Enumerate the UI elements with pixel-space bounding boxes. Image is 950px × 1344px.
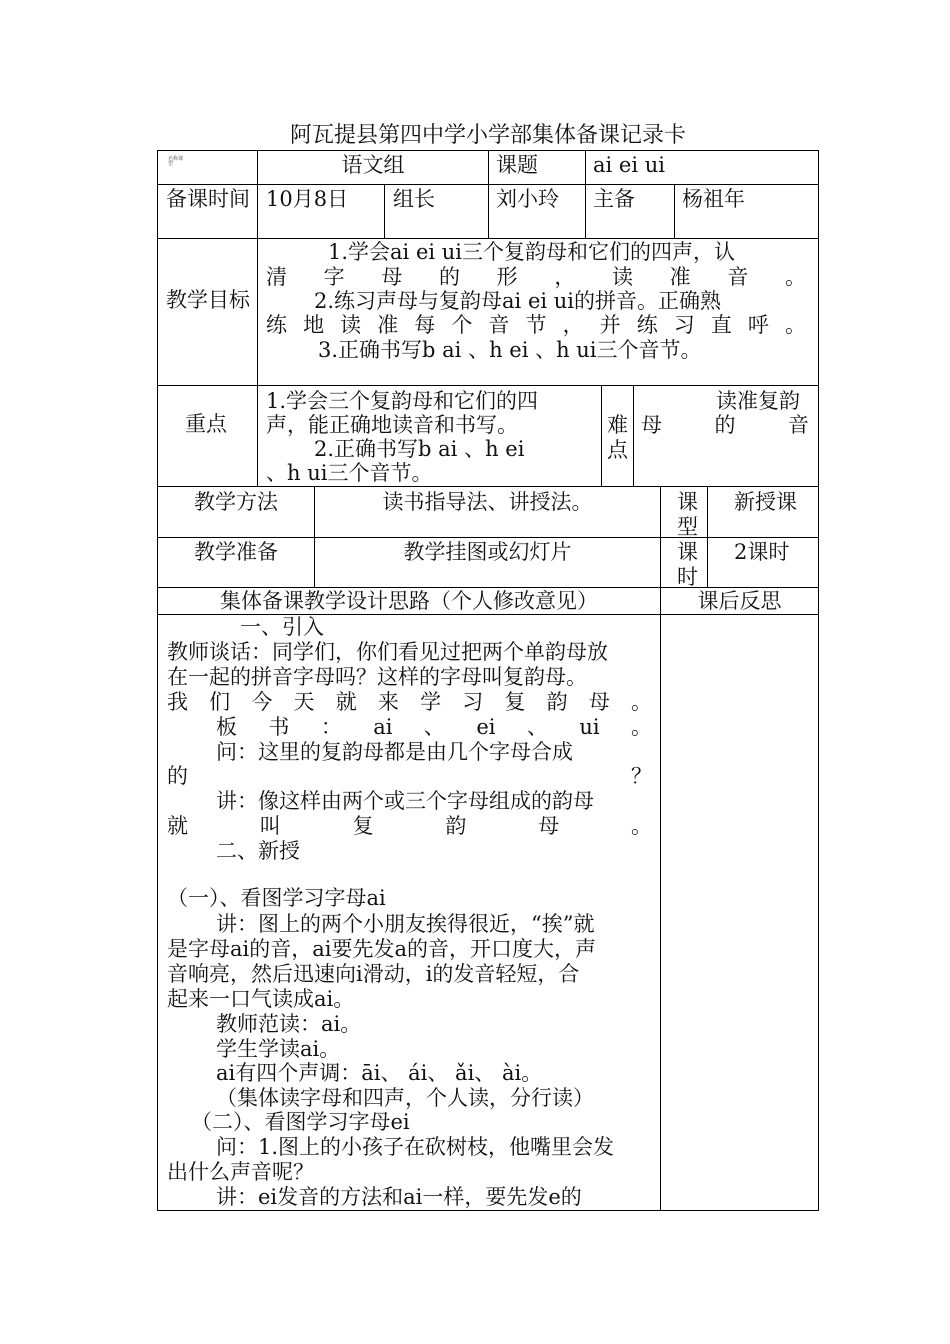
leader-label: 组长: [393, 187, 435, 211]
design-line: 教师谈话：同学们，你们看见过把两个单韵母放: [167, 640, 608, 664]
prep-time-label: 备课时间: [166, 187, 250, 211]
main-preparer-value: 杨祖年: [682, 187, 745, 211]
design-line: （集体读字母和四声，个人读，分行读）: [216, 1086, 594, 1110]
design-line: ai有四个声调：āi、 ái、 ǎi、 ài。: [216, 1061, 543, 1085]
design-line: 讲：ei发音的方法和ai一样，要先发e的: [216, 1185, 582, 1209]
row-divider: [157, 537, 819, 538]
table-border-bottom: [157, 1210, 819, 1211]
col-divider: [585, 150, 586, 238]
group-name: 语文组: [341, 153, 405, 177]
design-line: 讲：图上的两个小朋友挨得很近，“挨”就: [216, 912, 595, 936]
col-divider: [660, 587, 661, 1211]
col-divider: [707, 486, 708, 588]
goal-line: 练地读准每个音节，并练习直呼。: [266, 313, 806, 337]
design-line: 讲：像这样由两个或三个字母组成的韵母: [216, 789, 594, 813]
teaching-goals-label: 教学目标: [166, 288, 250, 312]
col-divider: [601, 385, 602, 486]
corner-small-label: 名称课型: [168, 156, 184, 167]
lesson-type-label: 课型: [677, 490, 698, 539]
key-point-line: 、h ui三个音节。: [266, 461, 433, 485]
design-line: 的？: [167, 764, 652, 788]
design-line: 一、引入: [240, 615, 324, 639]
class-hours-value: 2课时: [734, 540, 790, 564]
difficult-point-line: 读准复韵: [716, 389, 800, 413]
col-divider: [633, 385, 634, 486]
design-header: 集体备课教学设计思路（个人修改意见）: [220, 589, 598, 613]
goal-line: 2.练习声母与复韵母ai ei ui的拼音。正确熟: [314, 289, 722, 313]
class-hours-label: 课时: [677, 540, 698, 589]
goal-line: 清字母的形，读准音。: [266, 265, 806, 289]
col-divider: [660, 486, 661, 588]
table-border-left: [157, 150, 158, 1211]
design-line: 音响亮，然后迅速向i滑动，i的发音轻短，合: [167, 962, 580, 986]
col-divider: [257, 238, 258, 487]
col-divider: [384, 184, 385, 238]
reflection-header: 课后反思: [697, 589, 782, 613]
difficult-point-label: 难点: [607, 413, 628, 462]
table-border-right: [818, 150, 819, 1211]
topic-value: ai ei ui: [593, 153, 665, 177]
teaching-method-value: 读书指导法、讲授法。: [382, 490, 593, 514]
leader-value: 刘小玲: [496, 187, 559, 211]
key-point-line: 1.学会三个复韵母和它们的四: [266, 389, 539, 413]
goal-line: 1.学会ai ei ui三个复韵母和它们的四声，认: [328, 240, 736, 264]
topic-label: 课题: [496, 153, 538, 177]
key-point-label: 重点: [185, 412, 227, 436]
difficult-point-line: 母的音: [641, 413, 809, 437]
teaching-prep-value: 教学挂图或幻灯片: [403, 540, 572, 564]
design-line: 就叫复韵母。: [167, 814, 652, 838]
design-line: 出什么声音呢？: [167, 1160, 314, 1184]
design-line: 起来一口气读成ai。: [167, 987, 355, 1011]
key-point-line: 2.正确书写b ai 、h ei: [314, 437, 525, 461]
lesson-type-value: 新授课: [734, 490, 797, 514]
prep-time-value: 10月8日: [266, 187, 349, 211]
design-line: 我们今天就来学习复韵母。: [167, 690, 652, 714]
design-line: 二、新授: [216, 839, 300, 863]
col-divider: [674, 184, 675, 238]
design-line: （二）、看图学习字母ei: [191, 1110, 410, 1134]
design-line: 问：1.图上的小孩子在砍树枝，他嘴里会发: [216, 1135, 615, 1159]
design-line: 学生学读ai。: [216, 1037, 341, 1061]
teaching-prep-label: 教学准备: [194, 540, 278, 564]
page-title: 阿瓦提县第四中学小学部集体备课记录卡: [289, 123, 686, 148]
design-line: 板书：ai、ei、ui。: [216, 715, 652, 739]
design-line: 问：这里的复韵母都是由几个字母合成: [216, 740, 573, 764]
main-preparer-label: 主备: [593, 187, 635, 211]
key-point-line: 声，能正确地读音和书写。: [266, 413, 518, 437]
design-line: 是字母ai的音，ai要先发a的音，开口度大，声: [167, 937, 596, 961]
design-line: 教师范读：ai。: [216, 1012, 362, 1036]
goal-line: 3.正确书写b ai 、h ei 、h ui三个音节。: [318, 338, 702, 362]
col-divider: [488, 150, 489, 238]
design-line: 在一起的拼音字母吗？这样的字母叫复韵母。: [167, 665, 587, 689]
design-line: （一）、看图学习字母ai: [167, 886, 386, 910]
row-divider: [157, 587, 819, 588]
teaching-method-label: 教学方法: [194, 490, 278, 514]
